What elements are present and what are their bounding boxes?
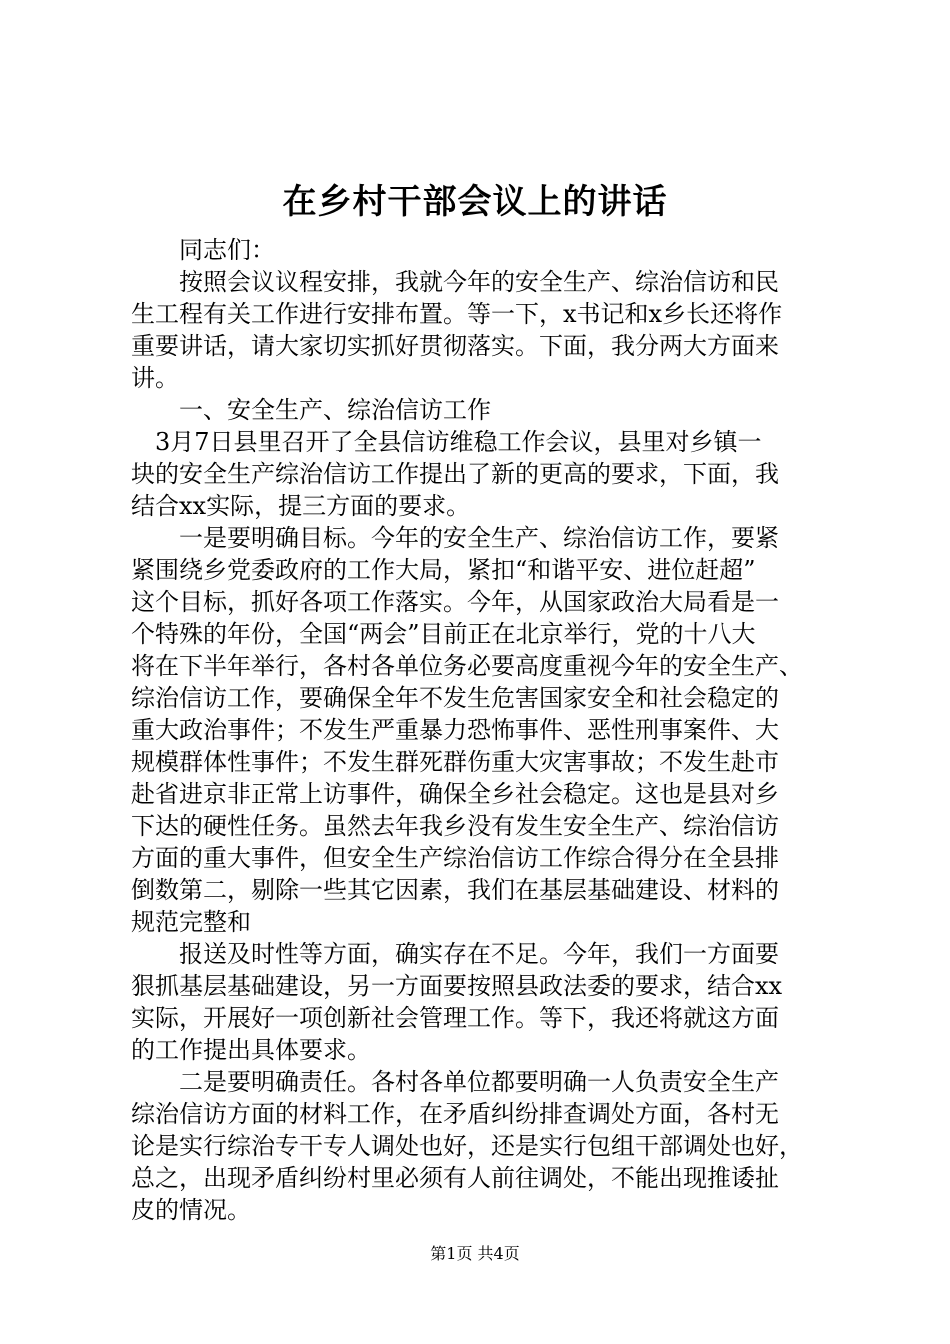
- body-line: 论是实行综治专干专人调处也好，还是实行包组干部调处也好，: [131, 1132, 803, 1160]
- body-line: 规范完整和: [131, 908, 251, 936]
- body-line: 块的安全生产综治信访工作提出了新的更高的要求，下面，我: [131, 460, 779, 488]
- body-line: 的工作提出具体要求。: [131, 1036, 371, 1064]
- body-line: 狠抓基层基础建设，另一方面要按照县政法委的要求，结合xx: [131, 972, 783, 1000]
- page-number-footer: 第1页 共4页: [430, 1244, 520, 1263]
- body-line: 二是要明确责任。各村各单位都要明确一人负责安全生产: [131, 1068, 779, 1096]
- body-line: 按照会议议程安排，我就今年的安全生产、综治信访和民: [131, 268, 779, 296]
- body-line: 3月7日县里召开了全县信访维稳工作会议，县里对乡镇一: [131, 428, 762, 456]
- body-line: 讲。: [131, 364, 179, 392]
- body-line: 重要讲话，请大家切实抓好贯彻落实。下面，我分两大方面来: [131, 332, 779, 360]
- body-line: 报送及时性等方面，确实存在不足。今年，我们一方面要: [131, 940, 779, 968]
- body-line: 同志们：: [131, 236, 275, 264]
- body-line: 结合xx实际，提三方面的要求。: [131, 492, 471, 520]
- body-line: 倒数第二，剔除一些其它因素，我们在基层基础建设、材料的: [131, 876, 779, 904]
- body-line: 紧围绕乡党委政府的工作大局，紧扣“和谐平安、进位赶超”: [131, 556, 756, 584]
- body-line: 赴省进京非正常上访事件，确保全乡社会稳定。这也是县对乡: [131, 780, 779, 808]
- section-heading: 一、安全生产、综治信访工作: [131, 396, 491, 424]
- body-line: 规模群体性事件；不发生群死群伤重大灾害事故；不发生赴市: [131, 748, 779, 776]
- document-body: [131, 234, 831, 1226]
- body-line: 重大政治事件；不发生严重暴力恐怖事件、恶性刑事案件、大: [131, 716, 779, 744]
- body-line: 综治信访方面的材料工作，在矛盾纠纷排查调处方面，各村无: [131, 1100, 779, 1128]
- body-line: 下达的硬性任务。虽然去年我乡没有发生安全生产、综治信访: [131, 812, 779, 840]
- body-line: 实际，开展好一项创新社会管理工作。等下，我还将就这方面: [131, 1004, 779, 1032]
- body-line: 方面的重大事件，但安全生产综治信访工作综合得分在全县排: [131, 844, 779, 872]
- body-line: 一是要明确目标。今年的安全生产、综治信访工作，要紧: [131, 524, 779, 552]
- body-line: 总之，出现矛盾纠纷村里必须有人前往调处，不能出现推诿扯: [131, 1164, 779, 1192]
- body-line: 皮的情况。: [131, 1196, 251, 1224]
- body-line: 这个目标，抓好各项工作落实。今年，从国家政治大局看是一: [131, 588, 779, 616]
- body-line: 综治信访工作，要确保全年不发生危害国家安全和社会稳定的: [131, 684, 779, 712]
- body-line: 个特殊的年份，全国“两会”目前正在北京举行，党的十八大: [131, 620, 756, 648]
- body-line: 生工程有关工作进行安排布置。等一下，x书记和x乡长还将作: [131, 300, 783, 328]
- body-line: 将在下半年举行，各村各单位务必要高度重视今年的安全生产、: [131, 652, 803, 680]
- document-title: 在乡村干部会议上的讲话: [282, 182, 668, 222]
